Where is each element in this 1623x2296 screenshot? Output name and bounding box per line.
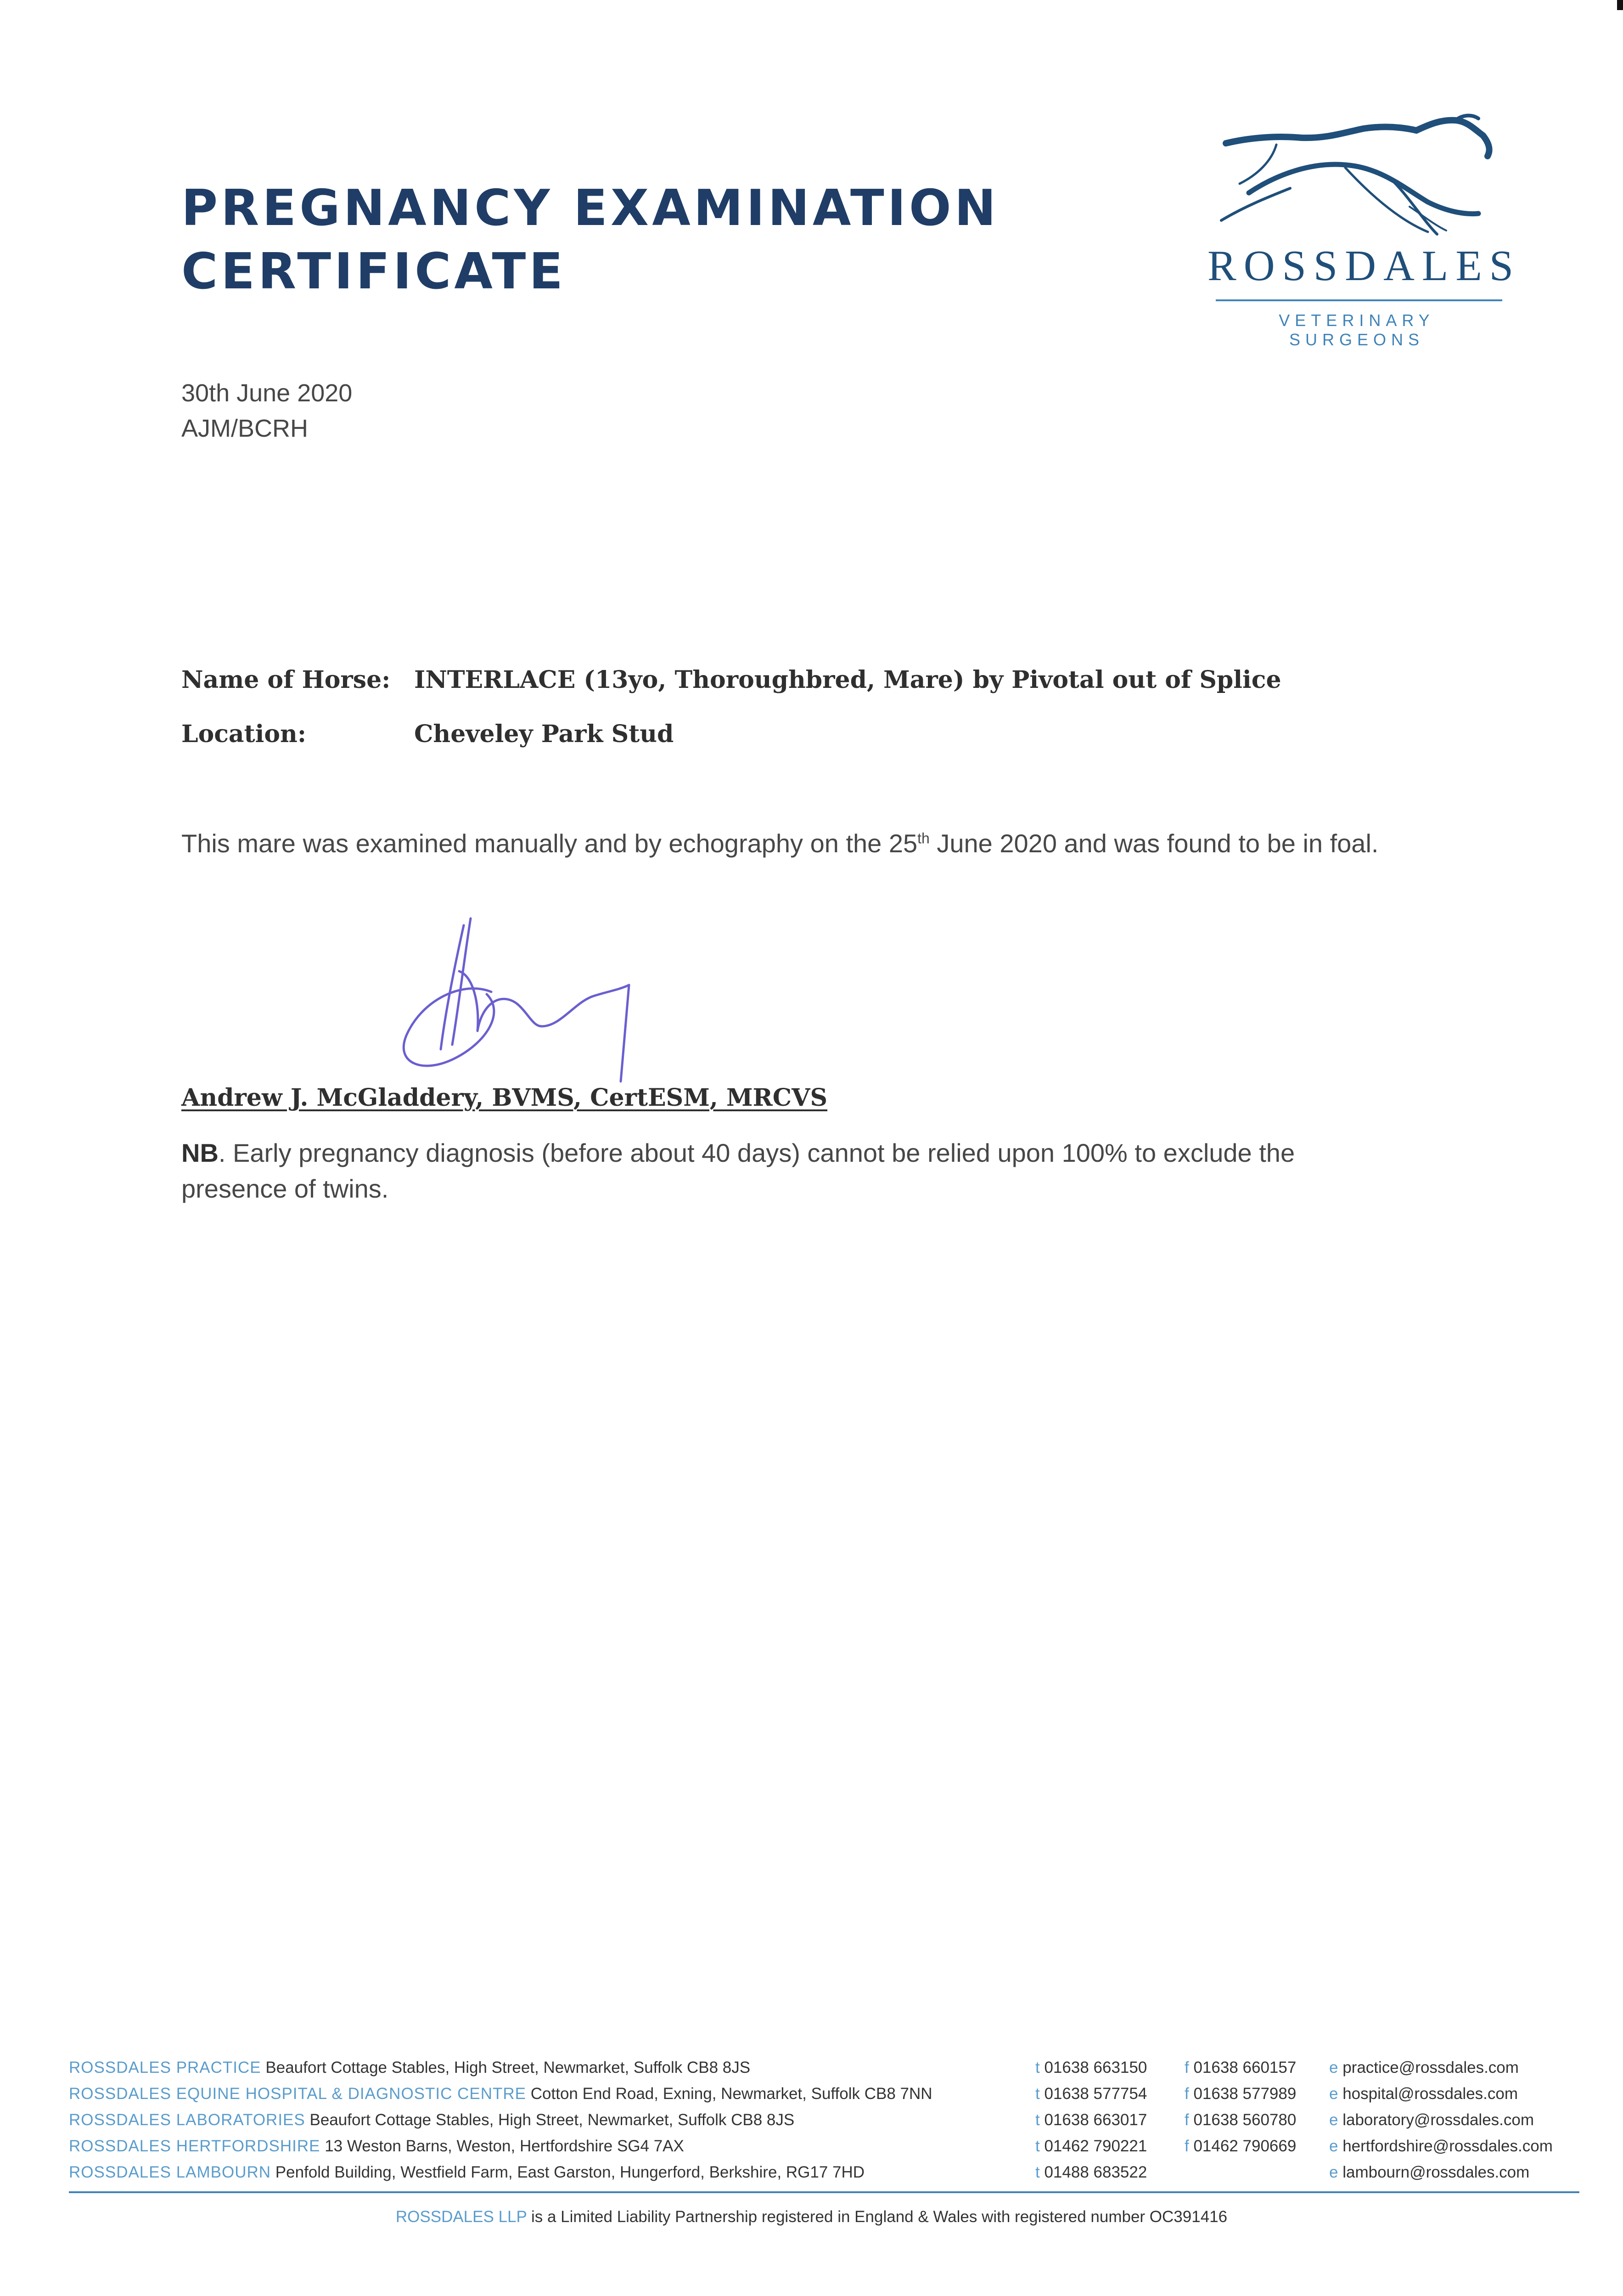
location-label: Location:	[181, 720, 307, 748]
reference-code: AJM/BCRH	[181, 415, 309, 442]
rossdales-horse-logo-icon	[1207, 110, 1521, 335]
certificate-title	[181, 177, 1100, 304]
horse-name-value: INTERLACE (13yo, Thoroughbred, Mare) by Pivotal out of Splice	[414, 666, 1281, 694]
footer-tel: t 01462 790221	[1035, 2137, 1147, 2155]
footer-org: ROSSDALES EQUINE HOSPITAL & DIAGNOSTIC CENTRE	[69, 2085, 527, 2103]
logo-divider	[1216, 299, 1502, 301]
logo-wordmark: ROSSDALES	[1207, 242, 1521, 290]
footer-fax: f 01638 577989	[1185, 2085, 1297, 2103]
certificate-date: 30th June 2020	[181, 379, 353, 407]
footer-row	[69, 2111, 1575, 2137]
scan-mark	[1617, 0, 1623, 10]
footer-email[interactable]: e laboratory@rossdales.com	[1329, 2111, 1534, 2129]
statement-text-start: This mare was examined manually and by echography on the 25	[181, 829, 918, 858]
location-value: Cheveley Park Stud	[414, 720, 674, 748]
footer-row	[69, 2137, 1575, 2163]
footer-row	[69, 2059, 1575, 2084]
footer-org: ROSSDALES LAMBOURN	[69, 2163, 271, 2181]
footer-address: Penfold Building, Westfield Farm, East Garston, Hungerford, Berkshire, RG17 7HD	[275, 2163, 865, 2181]
nb-label: NB	[181, 1138, 219, 1167]
footer-tel: t 01638 577754	[1035, 2085, 1147, 2103]
footer-fax: f 01638 560780	[1185, 2111, 1297, 2129]
footer-email[interactable]: e lambourn@rossdales.com	[1329, 2163, 1530, 2181]
title-line-2: CERTIFICATE	[181, 243, 567, 300]
footer-registration	[0, 2208, 1623, 2226]
footer-address: Beaufort Cottage Stables, High Street, Newmarket, Suffolk CB8 8JS	[309, 2111, 795, 2129]
footer-tel: t 01638 663150	[1035, 2059, 1147, 2077]
nb-text: . Early pregnancy diagnosis (before about 40 days) cannot be relied upon 100% to exclude the presence of twins.	[181, 1138, 1295, 1203]
footer-llp-text: is a Limited Liability Partnership registered in England & Wales with registered number OC391416	[531, 2208, 1228, 2226]
nb-note	[181, 1135, 1375, 1207]
footer-org: ROSSDALES HERTFORDSHIRE	[69, 2137, 320, 2155]
footer-email[interactable]: e practice@rossdales.com	[1329, 2059, 1519, 2077]
footer-org: ROSSDALES LABORATORIES	[69, 2111, 305, 2129]
footer-email[interactable]: e hospital@rossdales.com	[1329, 2085, 1518, 2103]
footer-llp-org: ROSSDALES LLP	[395, 2208, 527, 2226]
horse-name-label: Name of Horse:	[181, 666, 391, 694]
title-line-1: PREGNANCY EXAMINATION	[181, 180, 1000, 237]
footer-fax: f 01462 790669	[1185, 2137, 1297, 2155]
footer-address: 13 Weston Barns, Weston, Hertfordshire SG4 7AX	[325, 2137, 684, 2155]
footer-row	[69, 2085, 1575, 2110]
handwritten-signature	[395, 912, 707, 1086]
footer-divider	[69, 2191, 1579, 2193]
logo-tagline: VETERINARY SURGEONS	[1279, 311, 1435, 349]
footer-tel: t 01638 663017	[1035, 2111, 1147, 2129]
footer-org: ROSSDALES PRACTICE	[69, 2059, 261, 2077]
footer-tel: t 01488 683522	[1035, 2163, 1147, 2181]
footer-row	[69, 2163, 1575, 2189]
examination-statement	[181, 826, 1412, 861]
footer-address: Beaufort Cottage Stables, High Street, Newmarket, Suffolk CB8 8JS	[265, 2059, 751, 2077]
statement-text-end: June 2020 and was found to be in foal.	[929, 829, 1379, 858]
statement-ordinal-suffix: th	[917, 830, 930, 847]
footer-address: Cotton End Road, Exning, Newmarket, Suffolk CB8 7NN	[530, 2085, 932, 2103]
signer-name: Andrew J. McGladdery, BVMS, CertESM, MRCVS	[181, 1084, 828, 1112]
footer-fax: f 01638 660157	[1185, 2059, 1297, 2077]
footer-email[interactable]: e hertfordshire@rossdales.com	[1329, 2137, 1553, 2155]
